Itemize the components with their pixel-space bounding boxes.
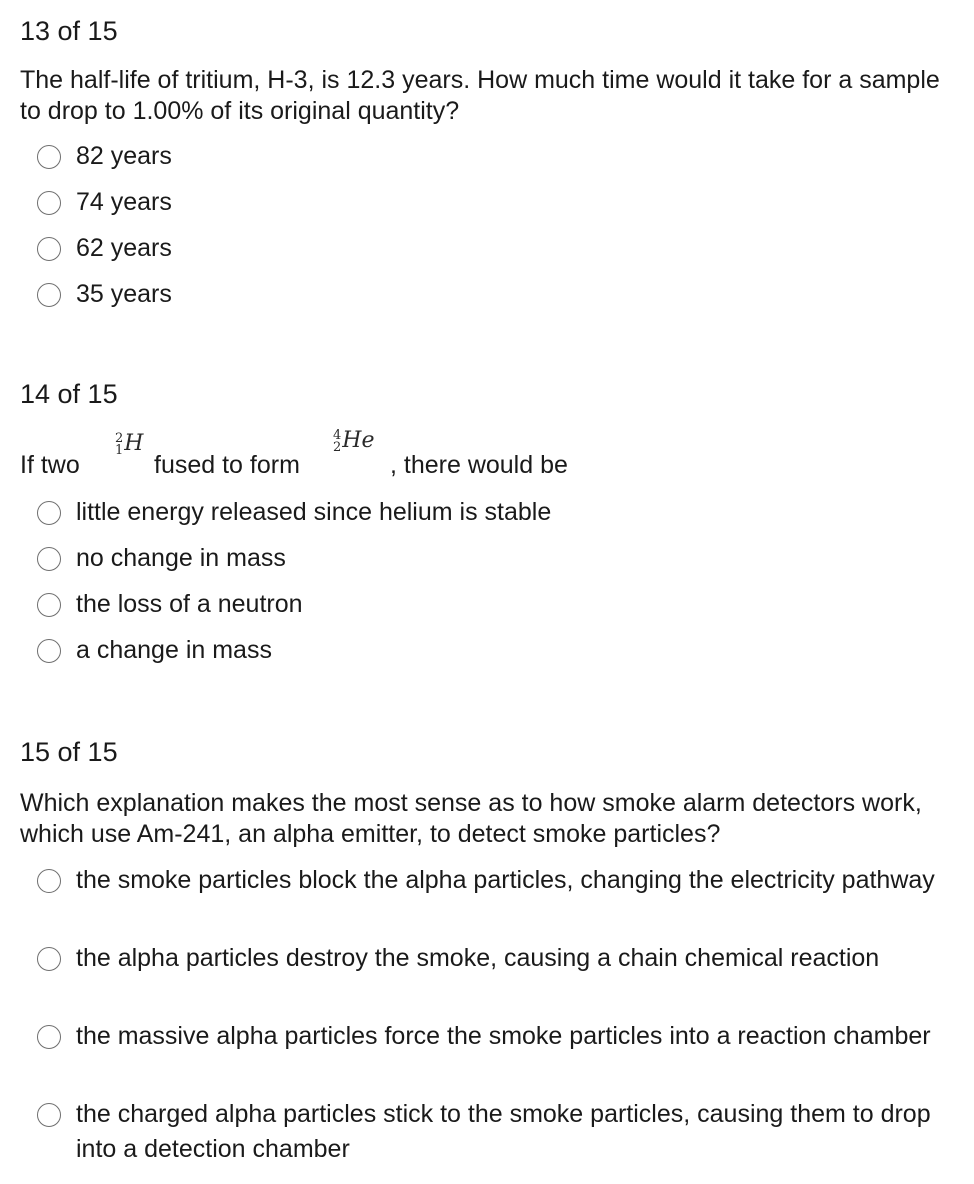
radio-button[interactable]: [37, 869, 61, 893]
answer-label: the alpha particles destroy the smoke, causing a chain chemical reaction: [76, 944, 880, 972]
answer-options: [20, 492, 965, 676]
question-text: Which explanation makes the most sense as to how smoke alarm detectors work, which use Am-241, an alpha emitter, to detect smoke particles?: [20, 789, 922, 848]
answer-option[interactable]: [20, 538, 965, 584]
answer-option[interactable]: [20, 136, 965, 182]
answer-option[interactable]: [20, 863, 965, 941]
answer-label: no change in mass: [76, 544, 286, 572]
question-number: 14 of 15: [20, 379, 118, 409]
radio-button[interactable]: [37, 593, 61, 617]
isotope-symbol: H: [124, 431, 144, 456]
answer-label: 62 years: [76, 234, 172, 262]
answer-option[interactable]: [20, 941, 965, 1019]
answer-option[interactable]: [20, 1019, 965, 1097]
answer-option[interactable]: [20, 182, 965, 228]
isotope-mass-number: 4: [333, 428, 342, 443]
radio-button[interactable]: [37, 283, 61, 307]
question-14: [20, 378, 965, 676]
answer-options: [20, 863, 965, 1175]
question-text: The half-life of tritium, H-3, is 12.3 years. How much time would it take for a sample to drop to 1.00% of its original quantity?: [20, 66, 940, 125]
answer-label: 35 years: [76, 280, 172, 308]
answer-label: the massive alpha particles force the smoke particles into a reaction chamber: [76, 1022, 931, 1050]
radio-button[interactable]: [37, 639, 61, 663]
answer-option[interactable]: [20, 630, 965, 676]
answer-options: [20, 136, 965, 320]
answer-label: 82 years: [76, 142, 172, 170]
radio-button[interactable]: [37, 501, 61, 525]
answer-label: a change in mass: [76, 636, 272, 664]
question-text-suffix: , there would be: [390, 451, 568, 479]
answer-label: little energy released since helium is stable: [76, 498, 552, 526]
radio-button[interactable]: [37, 191, 61, 215]
radio-button[interactable]: [37, 145, 61, 169]
question-15: [20, 736, 965, 1175]
radio-button[interactable]: [37, 1025, 61, 1049]
question-text-prefix: If two: [20, 451, 80, 479]
radio-button[interactable]: [37, 947, 61, 971]
answer-option[interactable]: [20, 274, 965, 320]
question-text-middle: fused to form: [154, 451, 300, 479]
answer-label: the smoke particles block the alpha particles, changing the electricity pathway: [76, 866, 935, 894]
answer-option[interactable]: [20, 584, 965, 630]
radio-button[interactable]: [37, 237, 61, 261]
isotope-deuterium: [115, 430, 143, 461]
question-13: [20, 15, 965, 320]
isotope-atomic-number: 2: [333, 440, 342, 455]
answer-option[interactable]: [20, 228, 965, 274]
isotope-helium: [333, 427, 375, 458]
isotope-mass-number: 2: [115, 431, 124, 446]
answer-option[interactable]: [20, 1097, 965, 1175]
question-text: [20, 430, 965, 488]
question-number: 15 of 15: [20, 737, 118, 767]
answer-label: the loss of a neutron: [76, 590, 303, 618]
answer-label: the charged alpha particles stick to the smoke particles, causing them to drop into a detection chamber: [76, 1100, 931, 1163]
isotope-symbol: He: [342, 428, 375, 453]
radio-button[interactable]: [37, 547, 61, 571]
answer-label: 74 years: [76, 188, 172, 216]
question-number: 13 of 15: [20, 16, 118, 46]
isotope-atomic-number: 1: [115, 443, 124, 458]
answer-option[interactable]: [20, 492, 965, 538]
radio-button[interactable]: [37, 1103, 61, 1127]
